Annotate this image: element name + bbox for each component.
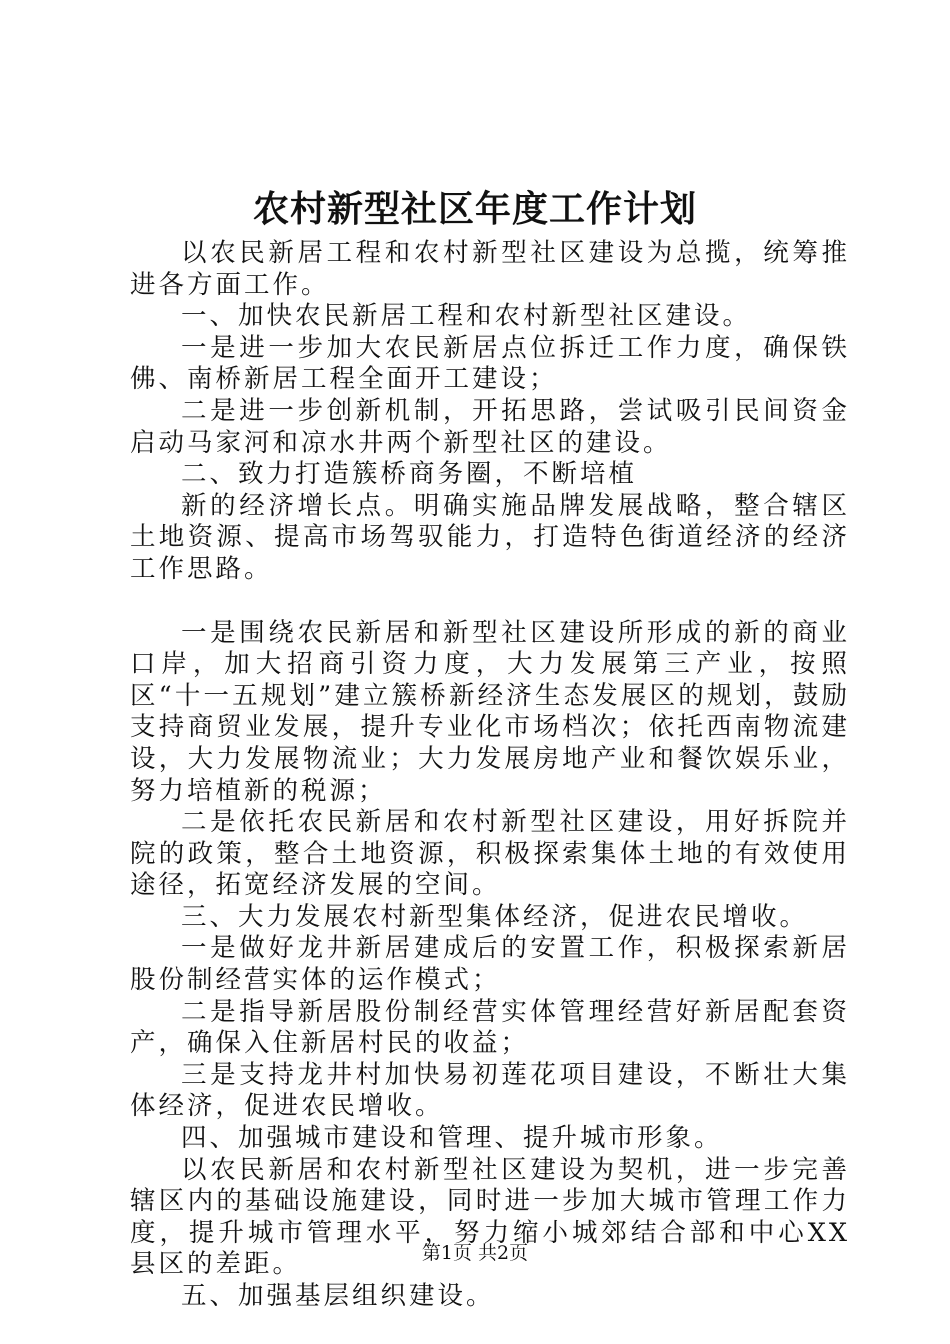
paragraph: 新的经济增长点。明确实施品牌发展战略，整合辖区土地资源、提高市场驾驭能力，打造特色街道经济的经济工作思路。 xyxy=(130,490,850,584)
paragraph: 二是依托农民新居和农村新型社区建设，用好拆院并院的政策，整合土地资源，积极探索集体土地的有效使用途径，拓宽经济发展的空间。 xyxy=(130,807,850,901)
section-heading-4: 四、加强城市建设和管理、提升城市形象。 xyxy=(181,1123,723,1154)
paragraph-intro: 以农民新居工程和农村新型社区建设为总揽，统筹推进各方面工作。 xyxy=(130,238,850,300)
paragraph: 三是支持龙井村加快易初莲花项目建设，不断壮大集体经济，促进农民增收。 xyxy=(130,1059,850,1122)
paragraph: 一是进一步加大农民新居点位拆迁工作力度，确保铁佛、南桥新居工程全面开工建设； xyxy=(130,332,850,395)
section-heading-2: 二、致力打造簇桥商务圈，不断培植 xyxy=(181,459,638,490)
paragraph: 二是指导新居股份制经营实体管理经营好新居配套资产，确保入住新居村民的收益； xyxy=(130,996,850,1059)
paragraph: 一是围绕农民新居和新型社区建设所形成的新的商业口岸，加大招商引资力度，大力发展第三产业，按照区“十一五规划”建立簇桥新经济生态发展区的规划，鼓励支持商贸业发展，提升专业化市场档次；依托西南物流建设，大力发展物流业；大力发展房地产业和餐饮娱乐业，努力培植新的税源； xyxy=(130,617,850,806)
paragraph: 以农民新居和农村新型社区建设为契机，进一步完善辖区内的基础设施建设，同时进一步加大城市管理工作力度，提升城市管理水平，努力缩小城郊结合部和中心XX县区的差距。 xyxy=(130,1154,850,1280)
section-heading-1: 一、加快农民新居工程和农村新型社区建设。 xyxy=(181,301,752,332)
section-heading-3: 三、大力发展农村新型集体经济，促进农民增收。 xyxy=(181,901,809,932)
page-footer xyxy=(0,1240,950,1266)
document-title: 农村新型社区年度工作计划 xyxy=(252,188,697,230)
paragraph: 一是做好龙井新居建成后的安置工作，积极探索新居股份制经营实体的运作模式； xyxy=(130,933,850,996)
paragraph: 二是进一步创新机制，开拓思路，尝试吸引民间资金启动马家河和凉水井两个新型社区的建设。 xyxy=(130,395,850,458)
page-indicator: 第1页 共2页 xyxy=(421,1242,529,1264)
document-body xyxy=(130,238,850,1313)
section-heading-5: 五、加强基层组织建设。 xyxy=(181,1281,495,1311)
